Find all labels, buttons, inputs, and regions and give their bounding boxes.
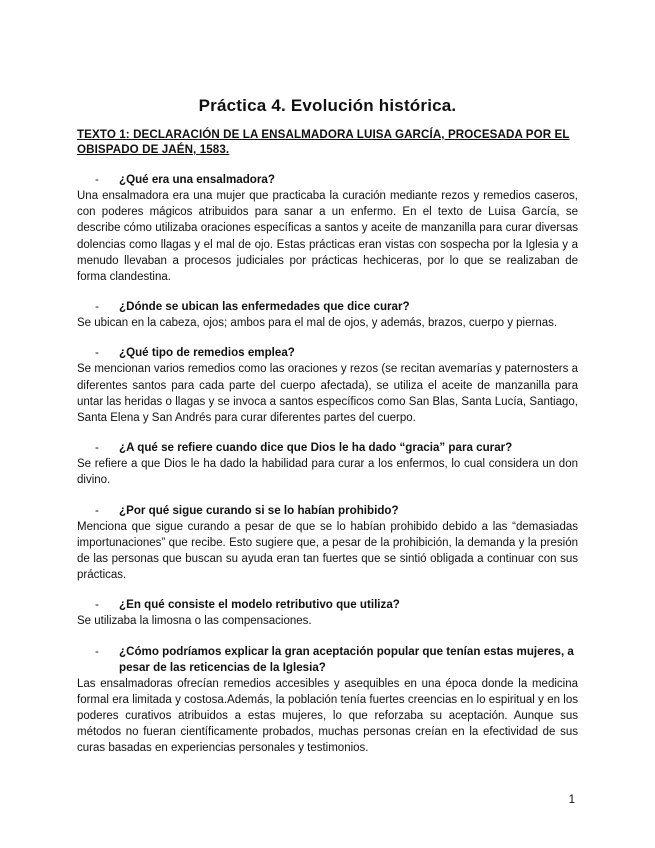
question xyxy=(77,597,578,613)
question xyxy=(77,299,578,315)
question-text: ¿Cómo podríamos explicar la gran aceptación popular que tenían estas mujeres, a pesar de las reticencias de la Iglesia? xyxy=(119,644,574,674)
bullet-dash: - xyxy=(95,503,99,517)
qa-section xyxy=(77,503,578,584)
answer: Se ubican en la cabeza, ojos; ambos para el mal de ojos, y además, brazos, cuerpo y piernas. xyxy=(77,317,558,330)
page-title: Práctica 4. Evolución histórica. xyxy=(198,96,457,115)
qa-section xyxy=(77,172,578,285)
bullet-dash: - xyxy=(95,598,99,612)
answer: Una ensalmadora era una mujer que practicaba la curación mediante rezos y remedios caseros, con poderes mágicos atribuidos para sanar a un enfermo. En el texto de Luisa García, se describe cómo utilizaba oraciones específicas a santos y aceite de manzanilla para curar diversas dolencias como llagas y el mal de ojo. Estas prácticas eran vistas con sospecha por la Iglesia y a menudo llevaban a procesos judiciales por prácticas hechiceras, por lo que se realizaban de forma clandestina. xyxy=(77,190,578,284)
content-body xyxy=(77,172,578,771)
answer: Se utilizaba la limosna o las compensaciones. xyxy=(77,615,312,628)
question xyxy=(77,503,578,519)
bullet-dash: - xyxy=(95,346,99,360)
question-text: ¿En qué consiste el modelo retributivo que utiliza? xyxy=(119,598,400,612)
question xyxy=(77,345,578,361)
bullet-dash: - xyxy=(95,173,99,186)
answer: Se mencionan varios remedios como las oraciones y rezos (se recitan avemarías y paternosters a diferentes santos para cada parte del cuerpo afectada), se utiliza el aceite de manzanilla para untar las heridas o llagas y se invoca a santos específicos como San Blas, Santa Lucía, Santiago, Santa Elena y San Andrés para curar diferentes partes del cuerpo. xyxy=(77,363,578,425)
qa-section xyxy=(77,299,578,331)
question-text: ¿A qué se refiere cuando dice que Dios le ha dado “gracia” para curar? xyxy=(119,441,513,455)
bullet-dash: - xyxy=(95,644,99,658)
question-text: ¿Por qué sigue curando si se lo habían prohibido? xyxy=(119,503,399,517)
qa-section xyxy=(77,644,578,757)
question-text: ¿Qué tipo de remedios emplea? xyxy=(119,346,295,360)
question xyxy=(77,172,578,188)
question xyxy=(77,644,578,676)
text-heading: TEXTO 1: DECLARACIÓN DE LA ENSALMADORA LUISA GARCÍA, PROCESADA POR EL OBISPADO DE JAÉN, 1583. xyxy=(77,128,570,156)
qa-section xyxy=(77,345,578,426)
answer: Se refiere a que Dios le ha dado la habilidad para curar a los enfermos, lo cual considera un don divino. xyxy=(77,458,578,487)
bullet-dash: - xyxy=(95,441,99,455)
question xyxy=(77,440,578,456)
qa-section xyxy=(77,597,578,629)
answer: Menciona que sigue curando a pesar de que se lo habían prohibido debido a las “demasiadas importunaciones” que recibe. Esto sugiere que, a pesar de la prohibición, la demanda y la presión de las personas que buscan su ayuda eran tan fuertes que se sintió obligada a continuar con sus prácticas. xyxy=(77,520,578,582)
bullet-dash: - xyxy=(95,300,99,314)
answer: Las ensalmadoras ofrecían remedios accesibles y asequibles en una época donde la medicina formal era limitada y costosa.Además, la población tenía fuertes creencias en lo espiritual y en los poderes curativos atribuidos a estas mujeres, lo que reforzaba su aceptación. Aunque sus métodos no fueran científicamente probados, muchas personas creían en la efectividad de sus curas basadas en experiencias personales y testimonios. xyxy=(77,677,578,755)
question-text: ¿Qué era una ensalmadora? xyxy=(119,173,275,186)
page-number: 1 xyxy=(568,794,575,806)
qa-section xyxy=(77,440,578,488)
question-text: ¿Dónde se ubican las enfermedades que dice curar? xyxy=(119,300,410,314)
